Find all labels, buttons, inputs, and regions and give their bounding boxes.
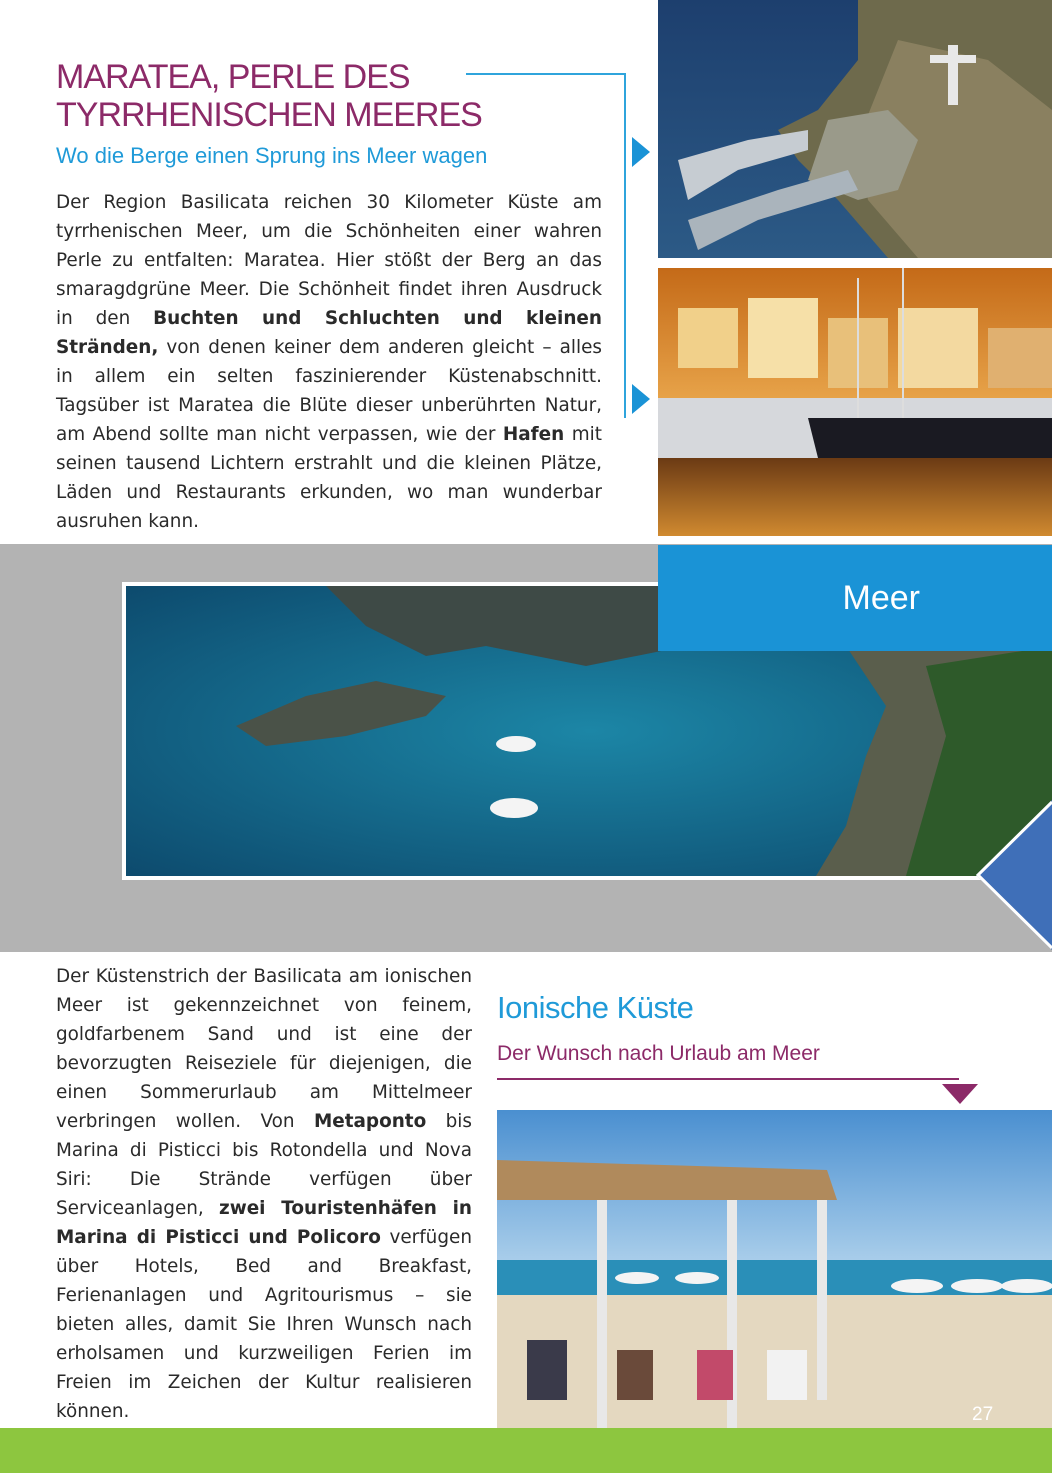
section-label-meer: Meer (658, 545, 1052, 651)
emphasis: Hafen (502, 424, 565, 445)
corner-decor-icon (976, 800, 1052, 950)
footer-bar (0, 1428, 1052, 1473)
photo-maratea-harbour (658, 268, 1052, 536)
article-title (56, 58, 616, 134)
article-subtitle: Wo die Berge einen Sprung ins Meer wagen (56, 143, 488, 168)
emphasis: zwei Touristenhäfen in Marina di Pisticci und Policoro (56, 1198, 473, 1248)
emphasis: Metaponto (313, 1111, 427, 1132)
page-number: 27 (972, 1404, 994, 1425)
ionic-subheading: Der Wunsch nach Urlaub am Meer (497, 1042, 820, 1065)
article-paragraph: Der Region Basilicata reichen 30 Kilometer Küste am tyrrhenischen Meer, um die Schönheiten einer wahren Perle zu entfalten: Maratea. Hier stößt der Berg an das smaragdgrüne Meer. Die Schönheit findet ihren Ausdruck in den Buchten und Schluchten und kleinen Stränden, von denen keiner dem anderen gleicht – alles in allem ein selten faszinierender Küstenabschnitt. Tagsüber ist Maratea die Blüte dieser unberührten Natur, am Abend sollte man nicht verpassen, wie der Hafen mit seinen tausend Lichtern erstrahlt und die kleinen Plätze, Läden und Restaurants erkunden, wo man wunderbar ausruhen kann. (56, 192, 602, 532)
title-line-2: TYRRHENISCHEN MEERES (56, 96, 482, 134)
title-decor-line (466, 73, 626, 75)
ionic-heading: Ionische Küste (497, 990, 694, 1025)
photo-maratea-aerial (658, 0, 1052, 258)
ionic-paragraph: Der Küstenstrich der Basilicata am ionischen Meer ist gekennzeichnet von feinem, goldfarbenem Sand und ist eine der bevorzugten Reiseziele für diejenigen, die einen Sommerurlaub am Mittelmeer verbringen wollen. Von Metaponto bis Marina di Pisticci bis Rotondella und Nova Siri: Die Strände verfügen über Serviceanlagen, zwei Touristenhäfen in Marina di Pisticci und Policoro verfügen über Hotels, Bed and Breakfast, Ferienanlagen und Agritourismus – sie bieten alles, damit Sie Ihren Wunsch nach erholsamen und kurzweiligen Ferien im Freien im Zeichen der Kultur realisieren können. (56, 966, 473, 1422)
arrow-right-icon (632, 137, 650, 167)
title-decor-vertical (624, 73, 626, 418)
title-line-1: MARATEA, PERLE DES (56, 58, 410, 96)
photo-ionian-beach (497, 1110, 1052, 1428)
arrow-down-icon (942, 1084, 978, 1104)
emphasis: Buchten und Schluchten und kleinen Stränden, (56, 308, 602, 358)
arrow-right-icon (632, 384, 650, 414)
ionic-decor-line (497, 1078, 959, 1080)
